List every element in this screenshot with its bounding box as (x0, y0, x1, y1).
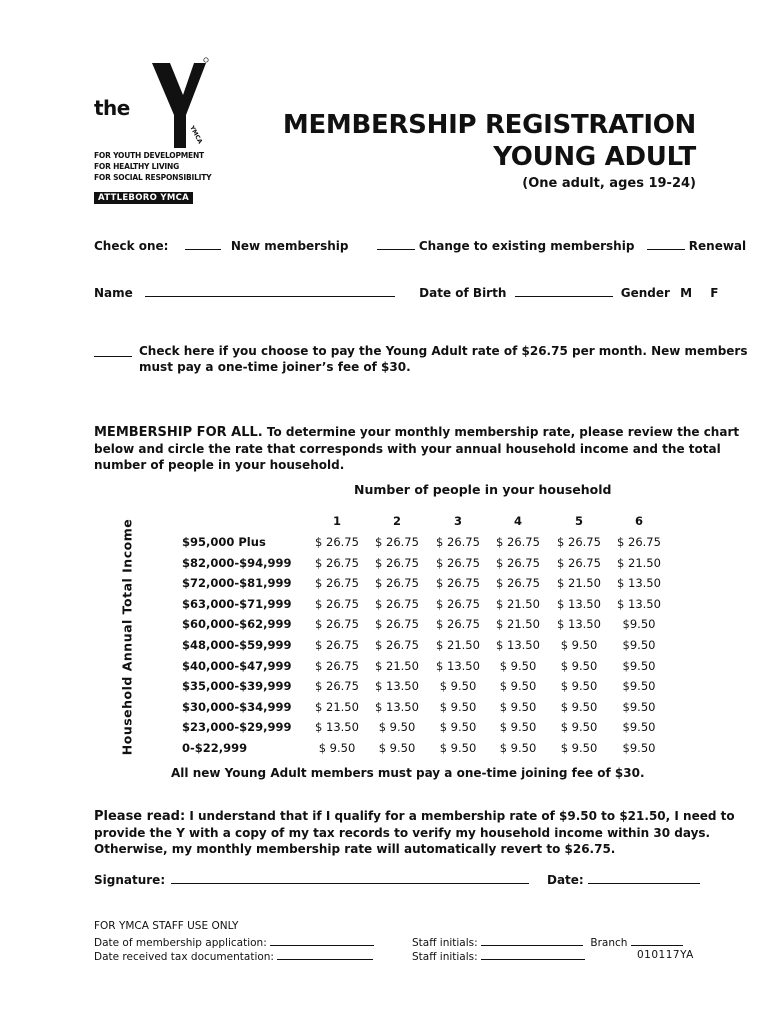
membership-for-all-line2: below and circle the rate that corresponds with your annual household income and the total (94, 442, 721, 456)
name-row (94, 284, 718, 300)
please-read-line3: Otherwise, my monthly membership rate will automatically revert to $26.75. (94, 842, 616, 856)
branch-field[interactable] (631, 935, 683, 946)
staff-initials-field-2[interactable] (481, 949, 585, 960)
change-membership-blank[interactable] (377, 237, 415, 250)
rate-cell[interactable]: $ 26.75 (375, 638, 419, 652)
household-size-4-header: 4 (513, 514, 522, 528)
household-size-2-header: 2 (392, 514, 401, 528)
date-label: Date: (547, 873, 584, 887)
signature-row (94, 871, 529, 887)
rate-cell[interactable]: $ 26.75 (436, 576, 480, 591)
rate-cell[interactable]: $ 13.50 (436, 658, 480, 673)
logo-tagline-2: FOR HEALTHY LIVING (94, 162, 180, 171)
rate-cell[interactable]: $ 13.50 (617, 576, 661, 591)
change-membership-label: Change to existing membership (418, 239, 635, 253)
rate-cell[interactable]: $ 21.50 (617, 555, 661, 570)
membership-for-all-paragraph (94, 424, 740, 473)
rate-cell[interactable]: $ 13.50 (315, 720, 359, 735)
tax-doc-date-label: Date received tax documentation: (94, 951, 274, 963)
staff-initials-label-1: Staff initials: (412, 937, 478, 949)
rate-cell[interactable]: $ 26.75 (315, 617, 359, 632)
rate-cell[interactable]: $ 9.50 (499, 720, 537, 735)
gender-f-option[interactable]: F (710, 286, 719, 300)
rate-cell[interactable]: $ 9.50 (439, 699, 477, 714)
date-row (547, 871, 700, 887)
income-bracket-label: $95,000 Plus (182, 535, 266, 549)
staff-use-heading: FOR YMCA STAFF USE ONLY (94, 920, 239, 932)
rate-cell[interactable]: $ 26.75 (315, 638, 359, 652)
income-bracket-label: $72,000-$81,999 (182, 576, 292, 591)
rate-cell[interactable]: $ 9.50 (499, 741, 537, 755)
rate-cell[interactable]: $ 13.50 (557, 617, 601, 632)
income-bracket-label: $30,000-$34,999 (182, 699, 292, 714)
rate-cell[interactable]: $ 9.50 (378, 720, 416, 735)
ymca-curved-text (188, 124, 204, 146)
signature-label: Signature: (94, 873, 166, 887)
rate-cell[interactable]: $ 26.75 (375, 535, 419, 549)
rate-cell[interactable]: $ 13.50 (617, 596, 661, 611)
renewal-label: Renewal (688, 239, 747, 253)
rate-cell[interactable]: $ 13.50 (375, 699, 419, 714)
ymca-y-logo (150, 55, 210, 150)
rate-cell[interactable]: $ 9.50 (499, 699, 537, 714)
rate-cell[interactable]: $ 26.75 (315, 535, 359, 549)
signature-field[interactable] (171, 871, 529, 884)
rate-cell[interactable]: $ 13.50 (375, 679, 419, 694)
rate-cell[interactable]: $ 21.50 (557, 576, 601, 591)
renewal-blank[interactable] (647, 237, 685, 250)
rate-cell[interactable]: $ 26.75 (436, 535, 480, 549)
household-size-1-header: 1 (332, 514, 341, 528)
form-title-line1: MEMBERSHIP REGISTRATION (282, 110, 696, 140)
rate-cell[interactable]: $ 9.50 (560, 679, 598, 694)
svg-text:YMCA: YMCA (188, 124, 204, 146)
dob-label: Date of Birth (419, 286, 507, 300)
rate-cell[interactable]: $ 9.50 (560, 741, 598, 755)
rate-cell[interactable]: $ 13.50 (496, 638, 540, 652)
name-label: Name (94, 286, 133, 300)
rate-cell[interactable]: $ 26.75 (375, 555, 419, 570)
staff-initials-label-2: Staff initials: (412, 951, 478, 963)
income-bracket-label: $23,000-$29,999 (182, 720, 292, 735)
income-bracket-label: $40,000-$47,999 (182, 658, 292, 673)
joining-fee-note: All new Young Adult members must pay a one-time joining fee of $30. (171, 766, 645, 780)
rate-cell[interactable]: $ 26.75 (557, 555, 601, 570)
rate-cell[interactable]: $ 26.75 (557, 535, 601, 549)
staff-initials-field-1[interactable] (481, 935, 583, 946)
rate-cell[interactable]: $9.50 (622, 638, 656, 652)
rate-cell[interactable]: $ 9.50 (560, 720, 598, 735)
rate-cell[interactable]: $ 21.50 (375, 658, 419, 673)
rate-cell[interactable]: $ 26.75 (496, 576, 540, 591)
rate-cell[interactable]: $9.50 (622, 617, 656, 632)
application-date-label: Date of membership application: (94, 937, 267, 949)
rate-cell[interactable]: $ 26.75 (375, 617, 419, 632)
logo-tagline-1: FOR YOUTH DEVELOPMENT (94, 151, 204, 160)
rate-cell[interactable]: $ 9.50 (499, 679, 537, 694)
staff-initials-row-2 (412, 949, 585, 963)
dob-field[interactable] (515, 284, 613, 297)
household-size-5-header: 5 (574, 514, 583, 528)
rate-cell[interactable]: $ 26.75 (436, 555, 480, 570)
staff-initials-row-1 (412, 935, 683, 949)
rate-cell[interactable]: $9.50 (622, 679, 656, 694)
check-one-label: Check one: (94, 239, 169, 253)
rate-cell[interactable]: $ 26.75 (315, 658, 359, 673)
gender-m-option[interactable]: M (680, 286, 693, 300)
rate-cell[interactable]: $ 9.50 (439, 720, 477, 735)
rate-cell[interactable]: $ 26.75 (496, 555, 540, 570)
rate-cell[interactable]: $ 9.50 (378, 741, 416, 755)
branch-label: Branch (590, 937, 628, 949)
rate-cell[interactable]: $ 21.50 (496, 596, 540, 611)
logo-tagline-3: FOR SOCIAL RESPONSIBILITY (94, 173, 212, 182)
rate-cell[interactable]: $ 13.50 (557, 596, 601, 611)
membership-for-all-line1: To determine your monthly membership rate, please review the chart (262, 425, 740, 439)
please-read-line1: I understand that if I qualify for a membership rate of $9.50 to $21.50, I need to (185, 809, 735, 823)
rate-cell[interactable]: $ 9.50 (560, 699, 598, 714)
application-date-row (94, 935, 374, 949)
rate-cell[interactable]: $ 26.75 (375, 576, 419, 591)
rate-cell[interactable]: $ 26.75 (315, 596, 359, 611)
rate-cell[interactable]: $ 26.75 (375, 596, 419, 611)
rate-cell[interactable]: $ 26.75 (315, 679, 359, 694)
form-subtitle: (One adult, ages 19-24) (522, 176, 696, 191)
income-axis-label: Household Annual Total Income (119, 518, 135, 756)
income-bracket-label: $82,000-$94,999 (182, 555, 292, 570)
rate-cell[interactable]: $ 21.50 (436, 638, 480, 652)
income-bracket-label: 0-$22,999 (182, 741, 248, 755)
income-bracket-label: $60,000-$62,999 (182, 617, 292, 632)
rate-cell[interactable]: $ 9.50 (499, 658, 537, 673)
membership-for-all-line3: number of people in your household. (94, 458, 345, 472)
date-field[interactable] (588, 871, 700, 884)
household-size-6-header: 6 (634, 514, 643, 528)
rate-cell[interactable]: $ 9.50 (560, 638, 598, 652)
please-read-line2: provide the Y with a copy of my tax records to verify my household income within 30 days. (94, 826, 711, 840)
rate-cell[interactable]: $ 21.50 (315, 699, 359, 714)
new-membership-blank[interactable] (185, 237, 221, 250)
rate-cell[interactable]: $ 26.75 (436, 596, 480, 611)
rate-cell[interactable]: $ 26.75 (436, 617, 480, 632)
young-adult-rate-line1: Check here if you choose to pay the Young Adult rate of $26.75 per month. New members (139, 344, 748, 358)
new-membership-label: New membership (230, 239, 349, 253)
rate-cell[interactable]: $ 26.75 (617, 535, 661, 549)
membership-for-all-heading: MEMBERSHIP FOR ALL. (94, 425, 263, 440)
income-bracket-label: $48,000-$59,999 (182, 638, 292, 652)
rate-cell[interactable]: $9.50 (622, 720, 656, 735)
name-field[interactable] (145, 284, 395, 297)
rate-cell[interactable]: $ 9.50 (318, 741, 356, 755)
rate-cell[interactable]: $ 26.75 (496, 535, 540, 549)
form-title-line2: YOUNG ADULT (493, 142, 696, 172)
rate-cell[interactable]: $ 9.50 (439, 741, 477, 755)
check-one-row (94, 237, 746, 253)
form-code: 010117YA (637, 949, 694, 961)
rate-cell[interactable]: $ 26.75 (315, 555, 359, 570)
rate-cell[interactable]: $9.50 (622, 658, 656, 673)
rate-cell[interactable]: $ 26.75 (315, 576, 359, 591)
rate-cell[interactable]: $ 9.50 (560, 658, 598, 673)
rate-cell[interactable]: $9.50 (622, 699, 656, 714)
young-adult-rate-line2: must pay a one-time joiner’s fee of $30. (139, 360, 411, 374)
please-read-heading: Please read: (94, 809, 186, 824)
please-read-paragraph (94, 808, 744, 857)
rate-cell[interactable]: $ 21.50 (496, 617, 540, 632)
rate-cell[interactable]: $ 9.50 (439, 679, 477, 694)
tax-doc-date-row (94, 949, 373, 963)
young-adult-rate-blank[interactable] (94, 344, 132, 357)
application-date-field[interactable] (270, 935, 374, 946)
household-size-heading: Number of people in your household (354, 482, 612, 497)
income-bracket-label: $35,000-$39,999 (182, 679, 292, 694)
rate-cell[interactable]: $9.50 (622, 741, 656, 755)
income-bracket-label: $63,000-$71,999 (182, 596, 292, 611)
household-size-3-header: 3 (453, 514, 462, 528)
tax-doc-date-field[interactable] (277, 949, 373, 960)
branch-badge: ATTLEBORO YMCA (94, 192, 193, 204)
gender-label: Gender (620, 286, 670, 300)
logo-the-text: the (94, 96, 130, 120)
